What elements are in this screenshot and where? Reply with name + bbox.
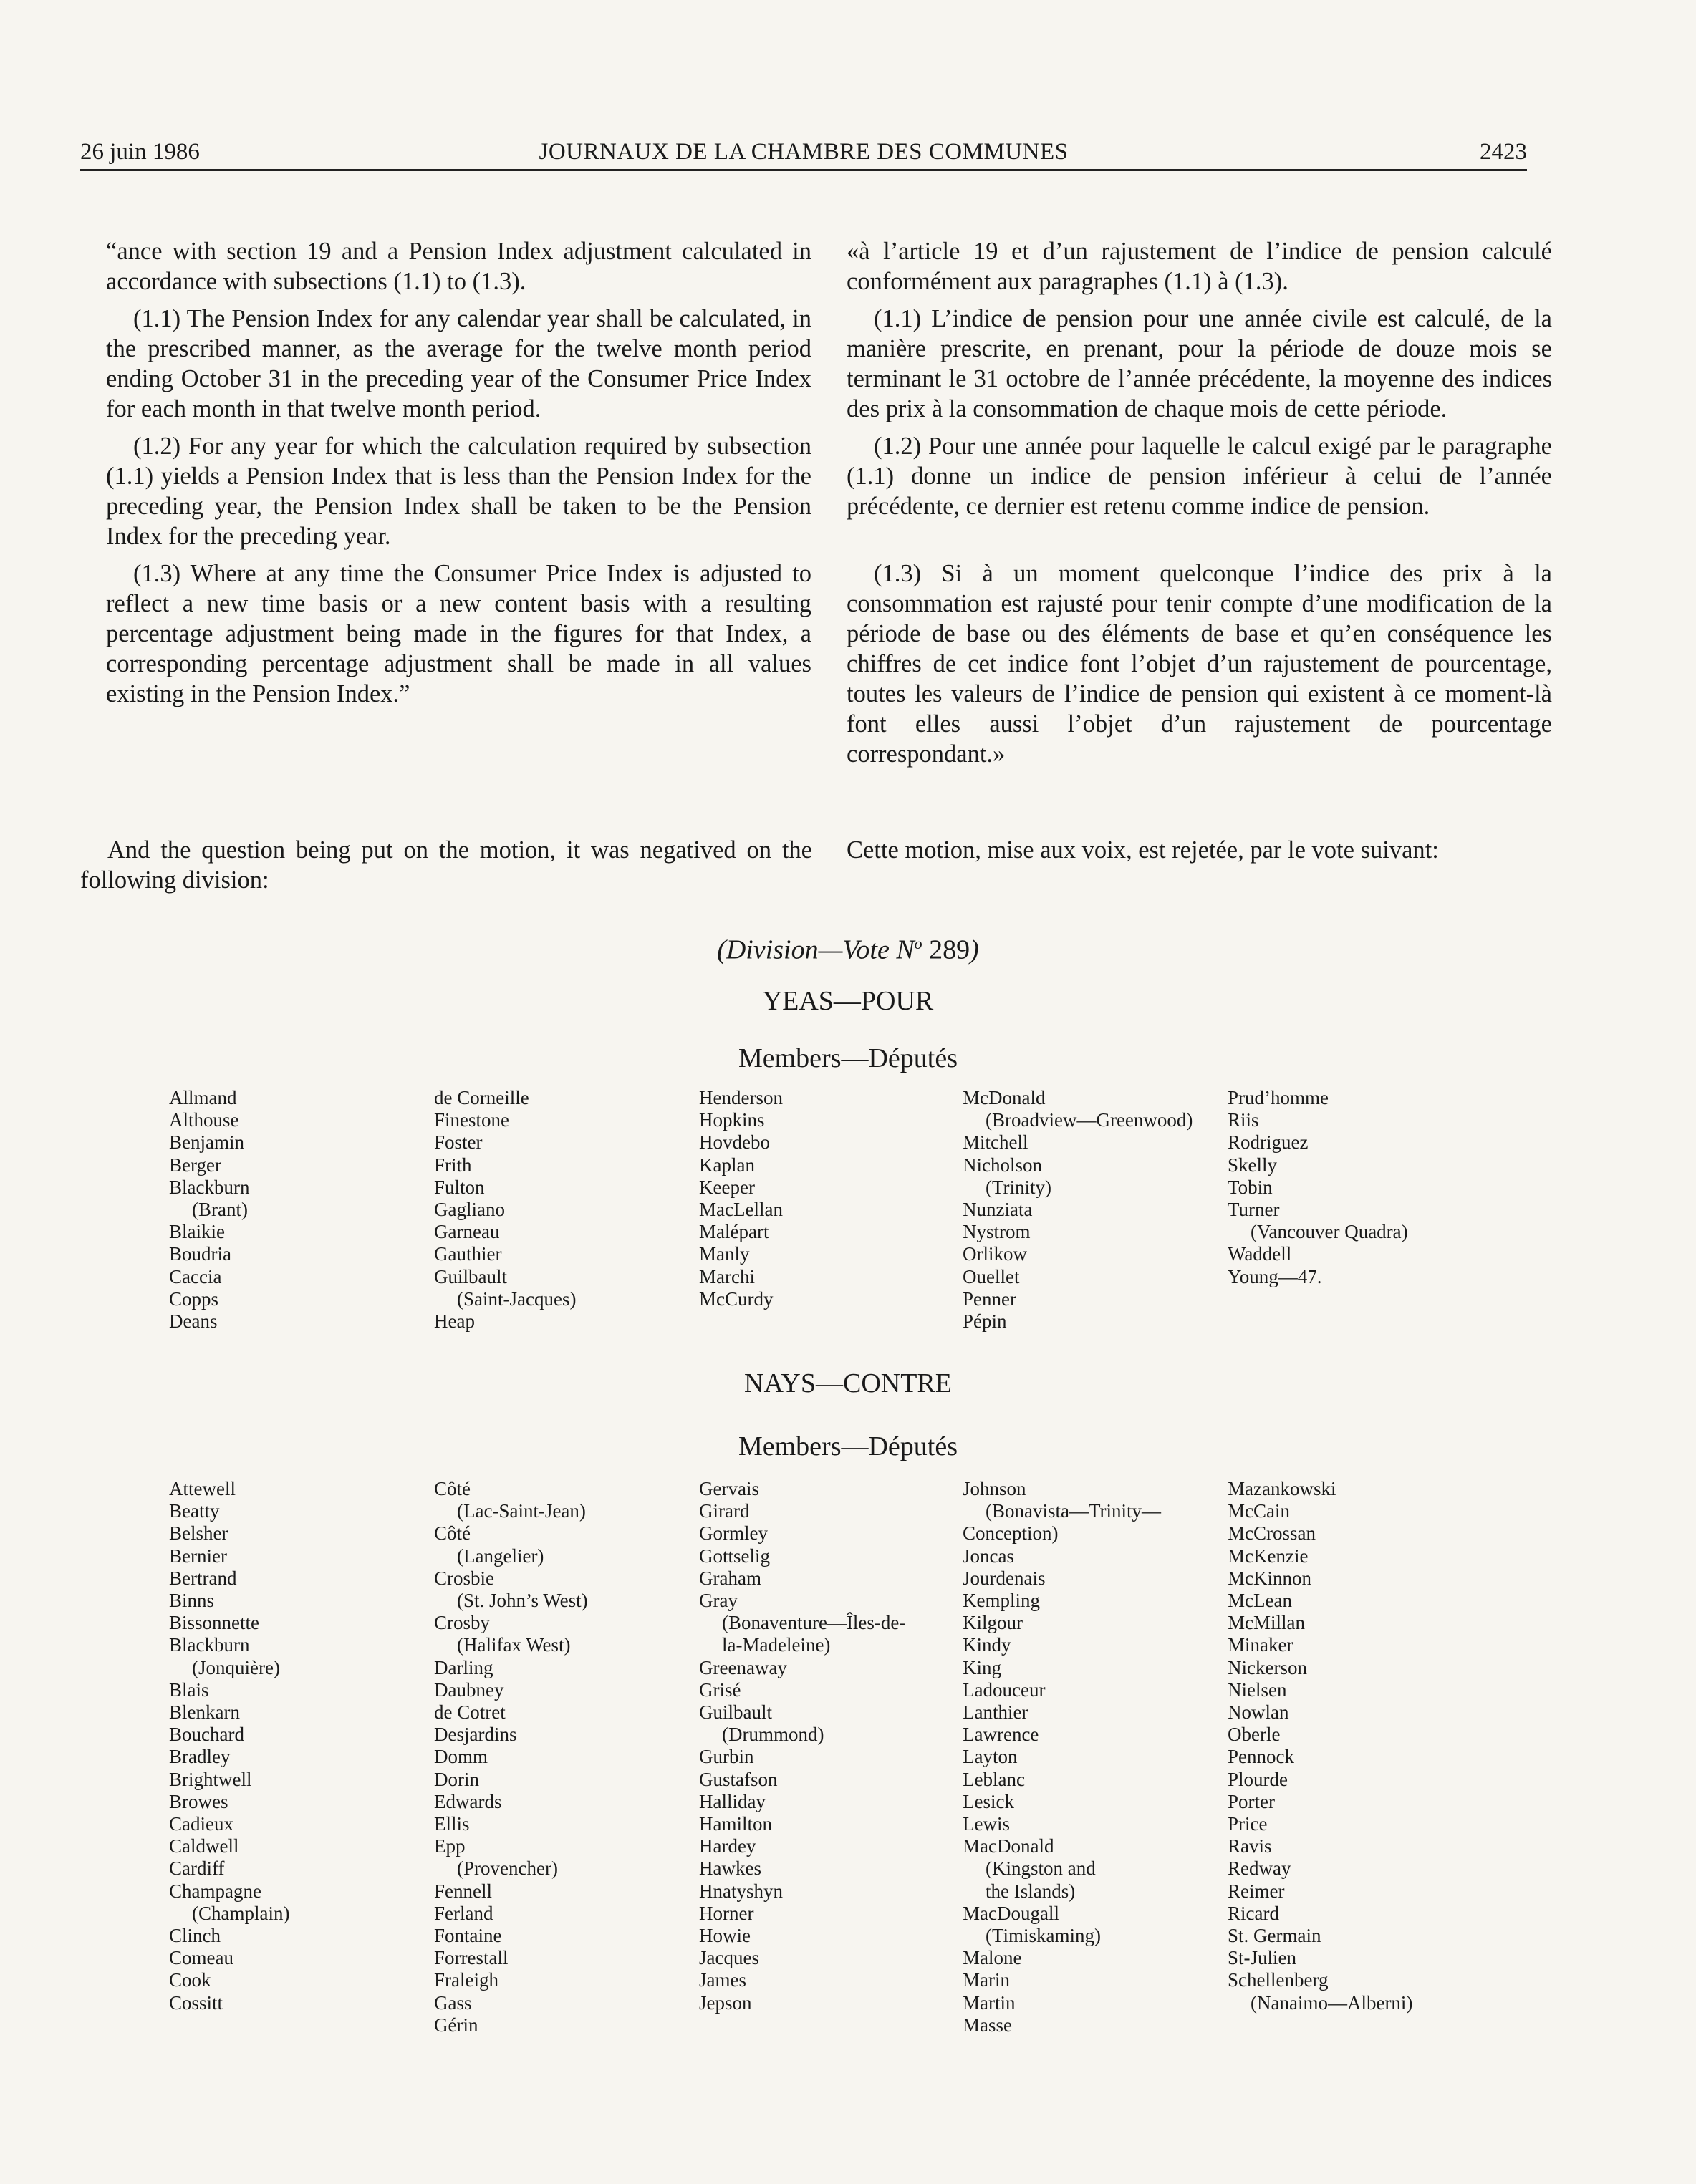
member-name: Forrestall	[434, 1947, 509, 1969]
member-name: McKinnon	[1228, 1567, 1311, 1589]
header-date: 26 juin 1986	[80, 139, 200, 165]
member-name: Gass	[434, 1991, 472, 2014]
member-name: Lawrence	[963, 1724, 1039, 1746]
member-name: Rodriguez	[1228, 1131, 1309, 1154]
member-name: Gervais	[699, 1478, 759, 1499]
member-name: Copps	[169, 1287, 219, 1310]
yeas-column-2	[434, 1087, 576, 1333]
member-name: King	[963, 1656, 1001, 1678]
member-name: Ricard	[1228, 1902, 1279, 1924]
member-name: Malone	[963, 1947, 1022, 1969]
member-riding: (Jonquière)	[192, 1656, 280, 1678]
member-name: Guilbault	[434, 1265, 507, 1287]
member-name: Pennock	[1228, 1746, 1294, 1768]
yeas-column-5	[1228, 1087, 1408, 1288]
member-name: McKenzie	[1228, 1545, 1309, 1567]
division-no: N	[896, 934, 915, 965]
member-name: Tobin	[1228, 1176, 1273, 1198]
member-riding: (Bonaventure—Îles-de-	[722, 1612, 906, 1634]
member-name: Binns	[169, 1590, 215, 1612]
member-name: Riis	[1228, 1109, 1259, 1131]
division-number: 289	[929, 934, 970, 965]
member-name: Brightwell	[169, 1768, 252, 1790]
member-name: Halliday	[699, 1790, 766, 1812]
member-name: Fraleigh	[434, 1969, 498, 1991]
member-name: Kilgour	[963, 1612, 1023, 1634]
division-label: Division—Vote	[726, 934, 890, 965]
member-name: Blenkarn	[169, 1701, 240, 1724]
member-name: Darling	[434, 1656, 493, 1678]
member-name: Lesick	[963, 1790, 1014, 1812]
member-riding: (Brant)	[192, 1199, 248, 1221]
member-name: Nunziata	[963, 1199, 1033, 1221]
member-name: McMillan	[1228, 1612, 1305, 1634]
member-name: Blaikie	[169, 1221, 225, 1243]
member-name: Ravis	[1228, 1835, 1272, 1857]
member-name: Ferland	[434, 1902, 493, 1924]
member-name: Turner	[1228, 1199, 1280, 1221]
nays-column-1	[169, 1478, 289, 2014]
member-riding: (Trinity)	[986, 1176, 1052, 1198]
member-name: Hawkes	[699, 1857, 761, 1880]
member-name: James	[699, 1969, 746, 1991]
member-name: Manly	[699, 1243, 750, 1265]
member-name: Boudria	[169, 1243, 231, 1265]
member-name: Allmand	[169, 1087, 237, 1108]
member-name: Fontaine	[434, 1925, 502, 1947]
member-name: MacLellan	[699, 1199, 783, 1221]
member-name: Hovdebo	[699, 1131, 770, 1154]
member-name: Bouchard	[169, 1724, 244, 1746]
member-name: Skelly	[1228, 1154, 1278, 1176]
member-name: de Cotret	[434, 1701, 506, 1724]
member-name: Pépin	[963, 1310, 1007, 1333]
member-riding: (Timiskaming)	[986, 1925, 1102, 1947]
member-name: Bissonnette	[169, 1612, 259, 1634]
yeas-column-4	[963, 1087, 1192, 1333]
member-name: Ouellet	[963, 1265, 1020, 1287]
member-name: Porter	[1228, 1790, 1275, 1812]
member-name: Henderson	[699, 1087, 783, 1108]
member-name: Malépart	[699, 1221, 769, 1243]
english-para-0: “ance with section 19 and a Pension Index adjustment calculated in accordance with subsections (1.1) to (1.3).	[106, 238, 811, 295]
member-name: Cardiff	[169, 1857, 225, 1880]
french-para-3: (1.3) Si à un moment quelconque l’indice des prix à la consommation est rajusté pour tenir compte d’une modification de la période de base ou des éléments de base et qu’en conséquence les chiffres de cet indice font l’objet d’un rajustement de pourcentage, toutes les valeurs de l’indice de pension qui existent à ce moment-là font elles aussi l’objet d’un rajustement de pourcentage correspondant.»	[847, 560, 1552, 768]
english-para-1: (1.1) The Pension Index for any calendar year shall be calculated, in the prescribed manner, as the average for the twelve month period ending October 31 in the preceding year of the Consumer Price Index for each month in that twelve month period.	[106, 305, 811, 422]
member-name: Bertrand	[169, 1567, 237, 1589]
french-para-0: «à l’article 19 et d’un rajustement de l’indice de pension calculé conformément aux paragraphes (1.1) à (1.3).	[847, 238, 1552, 295]
english-vote-text: And the question being put on the motion, it was negatived on the following division:	[80, 836, 812, 894]
member-name: Nielsen	[1228, 1678, 1287, 1701]
member-name: Keeper	[699, 1176, 755, 1198]
member-name: McCurdy	[699, 1287, 774, 1310]
member-riding: (Saint-Jacques)	[457, 1287, 577, 1310]
member-name: Berger	[169, 1154, 221, 1176]
french-para-2: (1.2) Pour une année pour laquelle le calcul exigé par le paragraphe (1.1) donne un indice de pension inférieur à celui de l’année précédente, ce dernier est retenu comme indice de pension.	[847, 433, 1552, 520]
member-name: Kempling	[963, 1590, 1040, 1612]
member-riding: (Kingston and	[986, 1857, 1096, 1880]
member-name: Jepson	[699, 1991, 752, 2014]
member-name: Champagne	[169, 1880, 261, 1902]
member-name: Kaplan	[699, 1154, 755, 1176]
member-name: Deans	[169, 1310, 218, 1333]
member-riding: (Provencher)	[457, 1857, 558, 1880]
member-name: Gottselig	[699, 1545, 770, 1567]
member-name: Finestone	[434, 1109, 509, 1131]
member-name: Ladouceur	[963, 1678, 1046, 1701]
member-riding: (Langelier)	[457, 1545, 544, 1567]
yeas-heading: YEAS—POUR	[762, 986, 934, 1016]
division-no-sup: o	[914, 934, 922, 952]
member-name: Desjardins	[434, 1724, 517, 1746]
division-heading: (Division—Vote $N^o$ 289)	[717, 934, 979, 965]
member-name: Hamilton	[699, 1813, 772, 1835]
member-name: Caldwell	[169, 1835, 239, 1857]
member-riding: (Bonavista—Trinity—	[986, 1500, 1162, 1522]
member-name: Conception)	[963, 1522, 1059, 1545]
member-name: Martin	[963, 1991, 1016, 2014]
member-name: Plourde	[1228, 1768, 1288, 1790]
member-name: Horner	[699, 1902, 754, 1924]
member-riding: (Lac-Saint-Jean)	[457, 1500, 586, 1522]
member-name: Bernier	[169, 1545, 227, 1567]
nays-column-3	[699, 1478, 905, 2014]
member-name: Nowlan	[1228, 1701, 1289, 1724]
member-name: Lewis	[963, 1813, 1010, 1835]
member-name: Girard	[699, 1500, 750, 1522]
member-name: Marin	[963, 1969, 1010, 1991]
member-riding: la-Madeleine)	[722, 1634, 831, 1656]
member-name: Comeau	[169, 1947, 233, 1969]
member-name: St. Germain	[1228, 1925, 1321, 1947]
member-name: Hnatyshyn	[699, 1880, 783, 1902]
member-name: Ellis	[434, 1813, 470, 1835]
member-riding: (Champlain)	[192, 1902, 290, 1924]
member-name: Garneau	[434, 1221, 500, 1243]
member-name: Howie	[699, 1925, 751, 1947]
member-name: Graham	[699, 1567, 761, 1589]
member-name: Attewell	[169, 1478, 236, 1499]
member-name: Prud’homme	[1228, 1087, 1329, 1108]
member-name: Fulton	[434, 1176, 485, 1198]
member-name: Schellenberg	[1228, 1969, 1329, 1991]
member-name: Gérin	[434, 2014, 478, 2036]
member-name: Côté	[434, 1478, 471, 1499]
member-name: Epp	[434, 1835, 466, 1857]
english-column	[106, 236, 811, 716]
member-name: Cossitt	[169, 1991, 223, 2014]
yeas-column-1	[169, 1087, 249, 1333]
nays-heading: NAYS—CONTRE	[744, 1368, 952, 1398]
member-name: Hardey	[699, 1835, 756, 1857]
member-name: Frith	[434, 1154, 472, 1176]
header-title: JOURNAUX DE LA CHAMBRE DES COMMUNES	[539, 139, 1069, 165]
member-name: Layton	[963, 1746, 1018, 1768]
member-name: Fennell	[434, 1880, 492, 1902]
member-riding: (St. John’s West)	[457, 1590, 588, 1612]
member-name: McCain	[1228, 1500, 1290, 1522]
member-name: Gurbin	[699, 1746, 754, 1768]
member-name: Caccia	[169, 1265, 222, 1287]
member-name: Clinch	[169, 1925, 221, 1947]
member-name: Crosbie	[434, 1567, 494, 1589]
member-name: Jacques	[699, 1947, 759, 1969]
nays-column-4	[963, 1478, 1161, 2036]
member-name: Reimer	[1228, 1880, 1285, 1902]
member-name: Blackburn	[169, 1176, 250, 1198]
member-name: Masse	[963, 2014, 1012, 2036]
member-name: McCrossan	[1228, 1522, 1316, 1545]
member-name: Redway	[1228, 1857, 1291, 1880]
member-name: Dorin	[434, 1768, 479, 1790]
member-name: Oberle	[1228, 1724, 1281, 1746]
member-name: Blackburn	[169, 1634, 250, 1656]
member-name: MacDonald	[963, 1835, 1054, 1857]
member-name: Joncas	[963, 1545, 1014, 1567]
english-para-3: (1.3) Where at any time the Consumer Price Index is adjusted to reflect a new time basis or a new content basis with a resulting percentage adjustment being made in the figures for that Index, a corresponding percentage adjustment shall be made in all values existing in the Pension Index.”	[106, 560, 811, 707]
member-name: Blais	[169, 1678, 209, 1701]
page-header	[80, 137, 1527, 171]
member-name: McLean	[1228, 1590, 1292, 1612]
member-riding: (Halifax West)	[457, 1634, 571, 1656]
yeas-column-3	[699, 1087, 783, 1310]
page-number: 2423	[1480, 139, 1527, 165]
yeas-members-heading: Members—Députés	[738, 1043, 958, 1073]
member-name: Mitchell	[963, 1131, 1028, 1154]
member-name: Gray	[699, 1590, 738, 1612]
member-name: Nystrom	[963, 1221, 1031, 1243]
member-riding: (Vancouver Quadra)	[1251, 1221, 1408, 1243]
member-name: Penner	[963, 1287, 1016, 1310]
french-vote-text: Cette motion, mise aux voix, est rejetée, par le vote suivant:	[847, 836, 1439, 864]
member-riding: (Drummond)	[722, 1724, 824, 1746]
member-name: Foster	[434, 1131, 483, 1154]
member-name: McDonald	[963, 1087, 1046, 1108]
member-name: Mazankowski	[1228, 1478, 1336, 1499]
french-column	[847, 236, 1552, 776]
member-name: Benjamin	[169, 1131, 244, 1154]
member-name: de Corneille	[434, 1087, 529, 1108]
nays-column-2	[434, 1478, 588, 2036]
member-name: Waddell	[1228, 1243, 1292, 1265]
member-name: Cook	[169, 1969, 211, 1991]
member-name: Beatty	[169, 1500, 220, 1522]
member-name: Althouse	[169, 1109, 239, 1131]
member-name: Nickerson	[1228, 1656, 1307, 1678]
member-name: Gagliano	[434, 1199, 505, 1221]
french-vote-statement	[847, 835, 1552, 865]
member-name: Kindy	[963, 1634, 1011, 1656]
member-name: Crosby	[434, 1612, 491, 1634]
member-name: Domm	[434, 1746, 488, 1768]
member-name: Lanthier	[963, 1701, 1028, 1724]
member-name: Greenaway	[699, 1656, 787, 1678]
member-name: Bradley	[169, 1746, 231, 1768]
member-name: Marchi	[699, 1265, 755, 1287]
member-name: Gauthier	[434, 1243, 502, 1265]
nays-members-heading: Members—Députés	[738, 1431, 958, 1461]
english-vote-statement	[80, 835, 812, 895]
member-name: Guilbault	[699, 1701, 772, 1724]
member-name: Cadieux	[169, 1813, 233, 1835]
member-name: Edwards	[434, 1790, 502, 1812]
member-name: Gustafson	[699, 1768, 778, 1790]
member-name: St-Julien	[1228, 1947, 1297, 1969]
member-name: Minaker	[1228, 1634, 1293, 1656]
member-name: Heap	[434, 1310, 475, 1333]
member-name: Gormley	[699, 1522, 768, 1545]
member-name: Young—47.	[1228, 1265, 1322, 1287]
member-name: Browes	[169, 1790, 228, 1812]
member-name: Orlikow	[963, 1243, 1027, 1265]
french-para-1: (1.1) L’indice de pension pour une année civile est calculé, de la manière prescrite, en prenant, pour la période de douze mois se terminant le 31 octobre de l’année précédente, la moyenne des indices des prix à la consommation de chaque mois de cette période.	[847, 305, 1552, 422]
member-name: Côté	[434, 1522, 471, 1545]
member-name: Johnson	[963, 1478, 1026, 1499]
english-para-2: (1.2) For any year for which the calculation required by subsection (1.1) yields a Pension Index that is less than the Pension Index for the preceding year, the Pension Index shall be taken to be the Pension Index for the preceding year.	[106, 433, 811, 550]
member-name: Hopkins	[699, 1109, 765, 1131]
member-name: Jourdenais	[963, 1567, 1046, 1589]
member-name: Price	[1228, 1813, 1268, 1835]
member-name: Belsher	[169, 1522, 228, 1545]
member-riding: (Nanaimo—Alberni)	[1251, 1991, 1413, 2014]
member-riding: (Broadview—Greenwood)	[986, 1109, 1193, 1131]
member-name: MacDougall	[963, 1902, 1059, 1924]
member-name: Nicholson	[963, 1154, 1042, 1176]
member-name: Leblanc	[963, 1768, 1025, 1790]
nays-column-5	[1228, 1478, 1412, 2014]
member-name: Grisé	[699, 1678, 741, 1701]
member-riding: the Islands)	[986, 1880, 1076, 1902]
member-name: Daubney	[434, 1678, 504, 1701]
